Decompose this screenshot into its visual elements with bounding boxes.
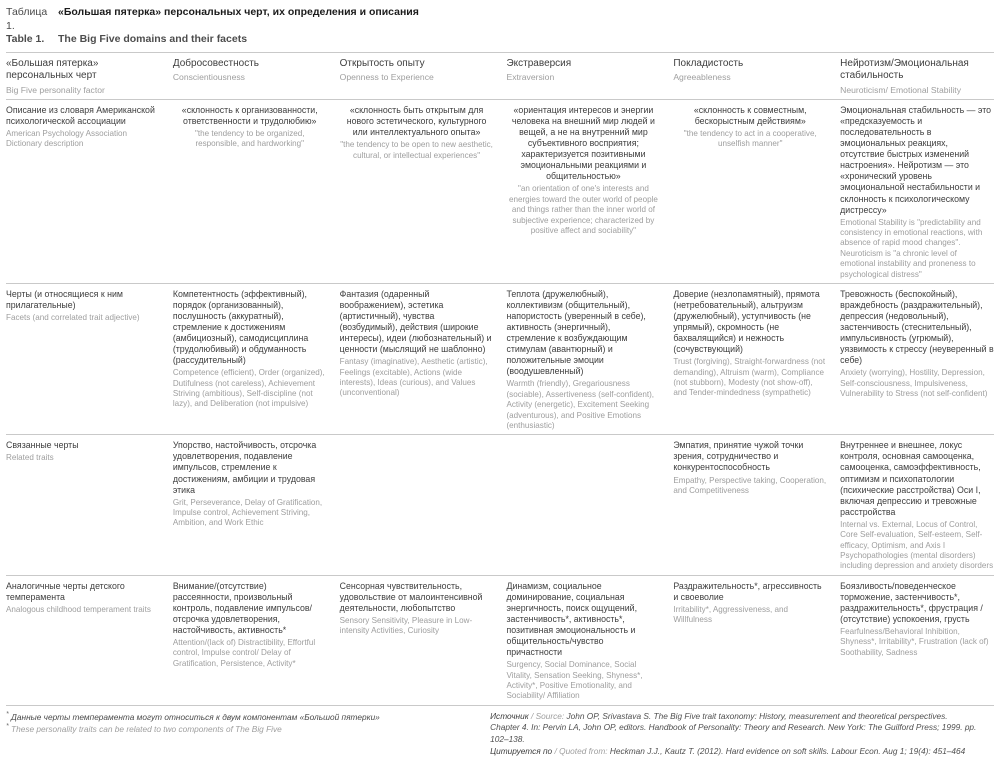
source-label-en: / Source:	[530, 710, 565, 721]
cell-text-ru: «ориентация интересов и энергии человека на внешний мир людей и вещей, а не на внутренний мир субъективного восприятия; характеризуется позитивными эмоциональными реакциями и общительностью»	[511, 104, 655, 182]
column-header-neuroticism-ru: Нейротизм/Эмоциональная стабильность	[840, 57, 969, 82]
cell-text-ru: Внимание/(отсутствие) рассеянности, произвольный контроль, подавление импульсов/отсрочка удовлетворения, настойчивость, активность*	[172, 580, 312, 635]
column-header-factor-ru: «Большая пятерка» персональных черт	[6, 57, 99, 82]
cell-text-ru: Эмпатия, принятие чужой точки зрения, сотрудничество и конкурентоспособность	[673, 440, 804, 473]
caption-title-en: The Big Five domains and their facets	[58, 33, 248, 46]
cell-text-en: "an orientation of one's interests and energies toward the outer world of people and things rather than the inner world of subjective experience; characterized by positive affect and sociability"	[508, 184, 658, 235]
source-citation-1: John OP, Srivastava S. The Big Five trait taxonomy: History, measurement and theoretical perspectives.	[566, 710, 948, 721]
table-row-temperament	[6, 576, 994, 705]
footnote-text-en: These personality traits can be related to two components of The Big Five	[11, 723, 282, 734]
column-header-neuroticism	[840, 58, 994, 96]
cell-text-ru: Боязливость/поведенческое торможение, застенчивость*, раздражительность*, фрустрация / (отсутствие) успокоения, грусть	[840, 580, 983, 624]
row-label-facets	[6, 289, 160, 431]
cell-text-ru: «склонность быть открытым для нового эстетического, культурного или интеллектуального опыта»	[346, 104, 487, 138]
source-citation	[490, 711, 994, 758]
column-header-openness-ru: Открытость опыту	[339, 57, 425, 69]
cell-text-en: Competence (efficient), Order (organized), Dutifulness (not careless), Achievement Striving (ambitious), Self-discipline (not lazy), and Deliberation (not impulsive)	[172, 368, 325, 409]
row-label-facets-ru: Черты (и относящиеся к ним прилагательные)	[6, 288, 123, 310]
cell-description-neuroticism	[840, 105, 994, 280]
source-line-1	[490, 711, 994, 723]
cell-temperament-openness	[340, 581, 494, 702]
footnote-text-ru: Данные черты темперамента могут относиться к двум компонентам «Большой пятерки»	[11, 711, 380, 722]
cell-text-en: Irritability*, Aggressiveness, and Willfulness	[673, 604, 789, 625]
column-header-agreeableness	[673, 58, 827, 96]
table-header-row	[6, 53, 994, 99]
column-header-agreeableness-ru: Покладистость	[673, 57, 744, 69]
column-header-openness	[340, 58, 494, 96]
caption-number-en: Table 1.	[6, 33, 45, 46]
quoted-label-en: / Quoted from:	[554, 745, 608, 756]
cell-facets-extraversion	[506, 289, 660, 431]
row-label-related-traits-ru: Связанные черты	[6, 440, 79, 451]
caption-number-ru: Таблица 1.	[6, 6, 48, 32]
caption-line-en	[6, 33, 994, 47]
cell-text-ru: «склонность к организованности, ответственности и трудолюбию»	[181, 104, 318, 126]
cell-text-ru: Внутреннее и внешнее, локус контроля, основная самооценка, самооценка, самоэффективность, оптимизм и психопатологии (психические расстройства) Оси I, включая депрессию и тревожные расстройства	[840, 440, 981, 517]
table-row-facets	[6, 284, 994, 434]
footnote-en	[6, 723, 476, 735]
cell-text-ru: Раздражительность*, агрессивность и своеволие	[673, 580, 822, 602]
caption-line-ru	[6, 6, 994, 33]
row-label-description-ru: Описание из словаря Американской психологической ассоциации	[6, 104, 155, 126]
row-label-temperament-ru: Аналогичные черты детского темперамента	[6, 580, 125, 602]
cell-text-ru: Упорство, настойчивость, отсрочка удовлетворения, подавление импульсов, стремление к достижениям, амбиции и трудовая этика	[172, 440, 317, 495]
cell-text-en: "the tendency to act in a cooperative, unselfish manner"	[683, 129, 817, 149]
cell-text-en: Grit, Perseverance, Delay of Gratification, Impulse control, Achievement Striving, Ambition, and Work Ethic	[172, 497, 323, 528]
asterisk-marker: *	[6, 710, 9, 718]
cell-related-agreeableness	[673, 440, 827, 571]
source-line-3	[490, 746, 994, 758]
column-header-extraversion	[506, 58, 660, 96]
cell-description-extraversion	[506, 105, 660, 280]
cell-text-ru: Эмоциональная стабильность — это «предсказуемость и последовательность в эмоциональных реакциях, отсутствие быстрых изменений настроения». Нейротизм — это «хронический уровень эмоциональной нестабильности и склонность к психологическому дистрессу»	[840, 104, 992, 215]
column-header-openness-en: Openness to Experience	[339, 72, 434, 83]
table-caption	[6, 6, 994, 47]
row-label-temperament-en: Analogous childhood temperament traits	[6, 604, 151, 614]
cell-text-en: "the tendency to be open to new aesthetic, cultural, or intellectual experiences"	[340, 140, 493, 160]
column-header-conscientiousness-ru: Добросовестность	[172, 57, 260, 69]
footnote-ru	[6, 711, 476, 723]
asterisk-marker: *	[6, 722, 9, 730]
cell-text-en: Warmth (friendly), Gregariousness (sociable), Assertiveness (self-confident), Activity (energetic), Excitement Seeking (adventurous), and Positive Emotions (enthusiastic)	[506, 379, 655, 430]
row-label-facets-en: Facets (and correlated trait adjective)	[6, 313, 140, 323]
quoted-label-ru: Цитируется по	[490, 745, 553, 756]
cell-text-en: Internal vs. External, Locus of Control, Core Self-evaluation, Self-esteem, Self-efficacy, Optimism, and Axis I Psychopathologies (mental disorders) including depression and anxiety disorders	[840, 519, 994, 571]
cell-facets-neuroticism	[840, 289, 994, 431]
column-header-factor-en: Big Five personality factor	[6, 84, 105, 95]
column-header-conscientiousness	[173, 58, 327, 96]
cell-text-ru: Фантазия (одаренный воображением), эстетика (артистичный), чувства (возбудимый), действия (широкие интересы), идеи (любознательный) и ценности (мыслящий не шаблонно)	[339, 288, 492, 355]
cell-text-en: Fearfulness/Behavioral Inhibition, Shyness*, Irritability*, Frustration (lack of) Soothability, Sadness	[840, 626, 989, 657]
cell-related-conscientiousness	[173, 440, 327, 571]
row-label-description-en: American Psychology Association Dictionary description	[6, 129, 128, 149]
cell-text-en: "the tendency to be organized, responsible, and hardworking"	[194, 129, 305, 149]
cell-description-agreeableness	[673, 105, 827, 280]
table-footer	[6, 706, 994, 758]
caption-title-ru: «Большая пятерка» персональных черт, их определения и описания	[58, 6, 419, 18]
cell-text-en: Anxiety (worrying), Hostility, Depression, Self-consciousness, Impulsiveness, Vulnerability to Stress (not self-confident)	[840, 368, 988, 399]
row-label-related-traits-en: Related traits	[6, 453, 54, 463]
cell-text-en: Sensory Sensitivity, Pleasure in Low-intensity Activities, Curiosity	[339, 615, 473, 636]
cell-temperament-conscientiousness	[173, 581, 327, 702]
cell-text-ru: Динамизм, социальное доминирование, социальная энергичность, поиск ощущений, застенчивость*, активность*, позитивная эмоциональность и общительность/чувство причастности	[506, 580, 638, 658]
table-row-description	[6, 100, 994, 283]
column-header-extraversion-en: Extraversion	[506, 72, 555, 83]
cell-facets-conscientiousness	[173, 289, 327, 431]
cell-text-en: Surgency, Social Dominance, Social Vitality, Sensation Seeking, Shyness*, Activity*, Positive Emotionality, and Sociability/ Affiliation	[506, 660, 643, 701]
cell-text-en: Emotional Stability is "predictability and consistency in emotional reactions, with absence of rapid mood changes". Neuroticism is "a chronic level of emotional instability and proneness to psychological distress"	[840, 217, 983, 279]
cell-description-conscientiousness	[173, 105, 327, 280]
source-label-ru: Источник	[490, 710, 529, 721]
cell-text-ru: Компетентность (эффективный), порядок (организованный), послушность (аккуратный), стремление к достижениям (амбициозный), самодисциплина (трудолюбивый) и обдуманность (рассудительный)	[172, 288, 309, 366]
cell-text-ru: Сенсорная чувствительность, удовольствие от малоинтенсивной деятельности, любопытство	[339, 580, 483, 613]
cell-related-openness-empty	[340, 440, 494, 571]
cell-related-extraversion-empty	[506, 440, 660, 571]
cell-temperament-extraversion	[506, 581, 660, 702]
column-header-extraversion-ru: Экстраверсия	[506, 57, 572, 69]
cell-text-en: Trust (forgiving), Straight-forwardness (not demanding), Altruism (warm), Compliance (not stubborn), Modesty (not show-off), and Tender-mindedness (sympathetic)	[673, 357, 826, 398]
cell-temperament-neuroticism	[840, 581, 994, 702]
column-header-factor	[6, 58, 160, 96]
cell-related-neuroticism	[840, 440, 994, 571]
footnote	[6, 711, 490, 758]
column-header-neuroticism-en: Neuroticism/ Emotional Stability	[840, 84, 961, 95]
cell-temperament-agreeableness	[673, 581, 827, 702]
cell-facets-openness	[340, 289, 494, 431]
cell-text-en: Fantasy (imaginative), Aesthetic (artistic), Feelings (excitable), Actions (wide interests), Ideas (curious), and Values (unconventional)	[339, 357, 488, 398]
row-label-temperament	[6, 581, 160, 702]
cell-text-ru: Доверие (незлопамятный), прямота (нетребовательный), альтруизм (дружелюбный), уступчивость (не упрямый), скромность (не бахвалящийся) и нежность (сочувствующий)	[673, 288, 820, 355]
row-label-related-traits	[6, 440, 160, 571]
cell-text-ru: «склонность к совместным, бескорыстным действиям»	[693, 104, 807, 126]
cell-text-en: Empathy, Perspective taking, Cooperation, and Competitiveness	[673, 475, 827, 495]
cell-facets-agreeableness	[673, 289, 827, 431]
cell-text-en: Attention/(lack of) Distractibility, Effortful control, Impulse control/ Delay of Gratification, Persistence, Activity*	[172, 638, 316, 668]
cell-description-openness	[340, 105, 494, 280]
table-row-related-traits	[6, 435, 994, 574]
column-header-conscientiousness-en: Conscientiousness	[172, 72, 245, 83]
column-header-agreeableness-en: Agreeableness	[673, 72, 731, 83]
cell-text-ru: Теплота (дружелюбный), коллективизм (общительный), напористость (уверенный в себе), активность (энергичный), стремление к возбуждающим стимулам (авантюрный) и положительные эмоции (воодушевленный)	[506, 288, 646, 377]
source-line-2: Chapter 4. In: Pervin LA, John OP, editors. Handbook of Personality: Theory and Research. New York: The Guilford Press; 1999. pp. 102–138.	[490, 722, 977, 745]
source-citation-3: Heckman J.J., Kautz T. (2012). Hard evidence on soft skills. Labour Econ. Aug 1; 19(4): 451–464	[609, 745, 966, 756]
cell-text-ru: Тревожность (беспокойный), враждебность (раздражительный), депрессия (недовольный), застенчивость (стеснительный), импульсивность (угрюмый), уязвимость к стрессу (неуверенный в себе)	[840, 288, 994, 366]
row-label-description	[6, 105, 160, 280]
